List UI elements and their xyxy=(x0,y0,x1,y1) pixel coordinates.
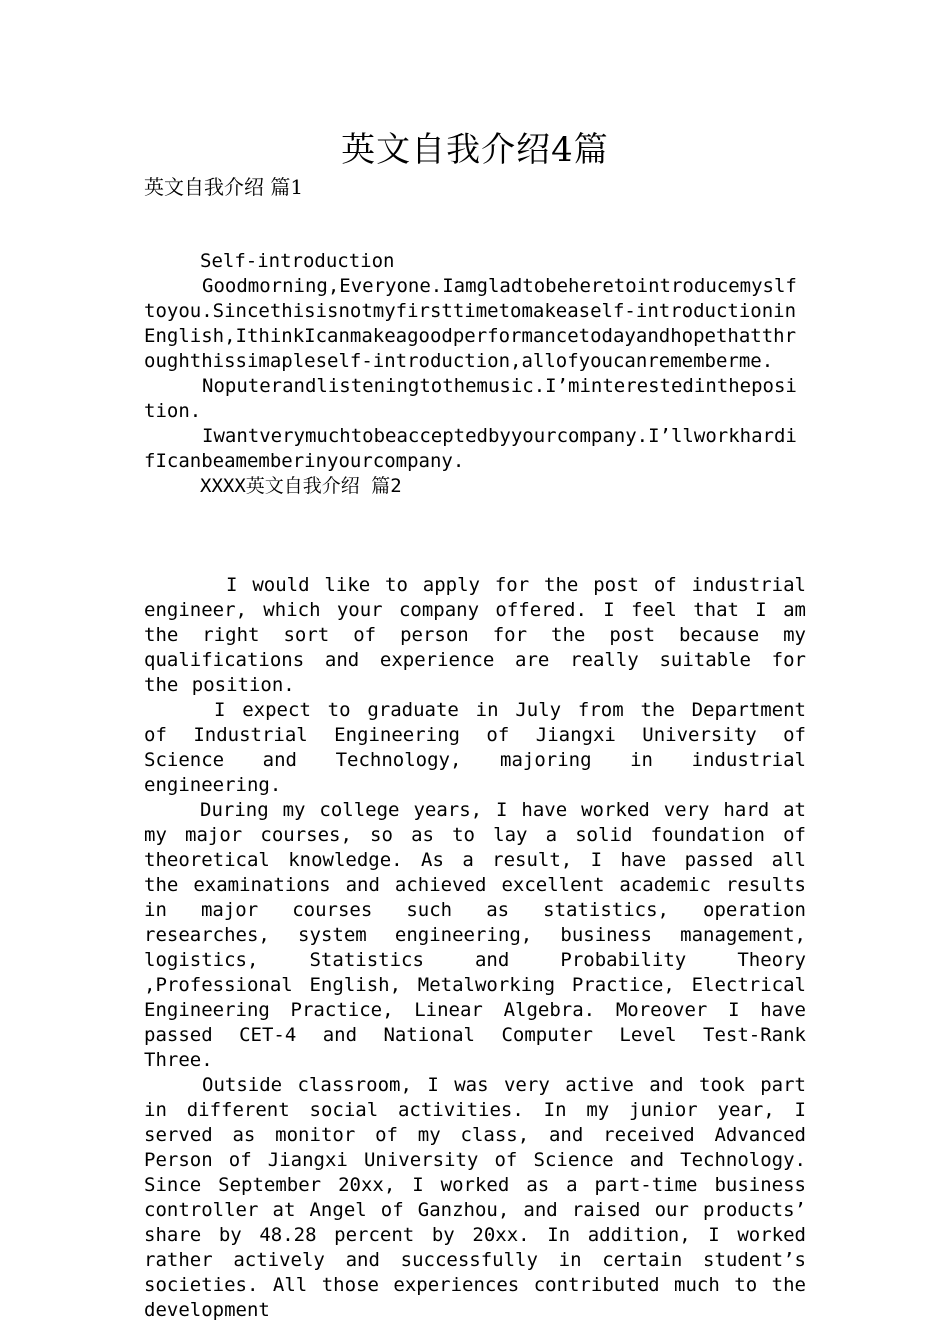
section1-paragraph: Goodmorning,Everyone.Iamgladtobeheretointroducemyslftoyou.Sincethisisnotmyfirsttimetomakeaself-introductioninEnglish,IthinkIcanmakeagoodperformancetodayandhopethatthroughthissimapleself-introduction,allofyoucanrememberme. xyxy=(144,275,797,372)
section2-heading: XXXX英文自我介绍 篇2 xyxy=(200,475,402,497)
section2-paragraph: I would like to apply for the post of industrial engineer, which your company offered. I feel that I am the right sort of person for the post because my qualifications and experience are really suitable for the position. xyxy=(144,574,806,696)
section2-paragraph: I expect to graduate in July from the Department of Industrial Engineering of Jiangxi University of Science and Technology, majoring in industrial engineering. xyxy=(144,699,806,796)
section1-paragraph: Self-introduction xyxy=(200,250,395,272)
section2-paragraph: During my college years, I have worked very hard at my major courses, so as to lay a solid foundation of theoretical knowledge. As a result, I have passed all the examinations and achieved excellent academic results in major courses such as statistics, operation researches, system engineering, business management, logistics, Statistics and Probability Theory ,Professional English, Metalworking Practice, Electrical Engineering Practice, Linear Algebra. Moreover I have passed CET-4 and National Computer Level Test-Rank Three. xyxy=(144,799,806,1071)
section1-paragraph: Iwantverymuchtobeacceptedbyyourcompany.I’llworkhardifIcanbeamemberinyourcompany. xyxy=(144,425,797,472)
section2-body xyxy=(144,573,806,1323)
section1-heading: 英文自我介绍 篇1 xyxy=(144,175,304,199)
section1-paragraph: Noputerandlisteningtothemusic.I’minterestedintheposition. xyxy=(144,375,797,422)
section2-paragraph: Outside classroom, I was very active and took part in different social activities. In my junior year, I served as monitor of my class, and received Advanced Person of Jiangxi University of Science and Technology. Since September 20xx, I worked as a part-time business controller at Angel of Ganzhou, and raised our products’ share by 48.28 percent by 20xx. In addition, I worked rather actively and successfully in certain student’s societies. All those experiences contributed much to the development xyxy=(144,1074,806,1321)
document-title: 英文自我介绍4篇 xyxy=(341,130,609,170)
section1-body xyxy=(144,249,806,499)
